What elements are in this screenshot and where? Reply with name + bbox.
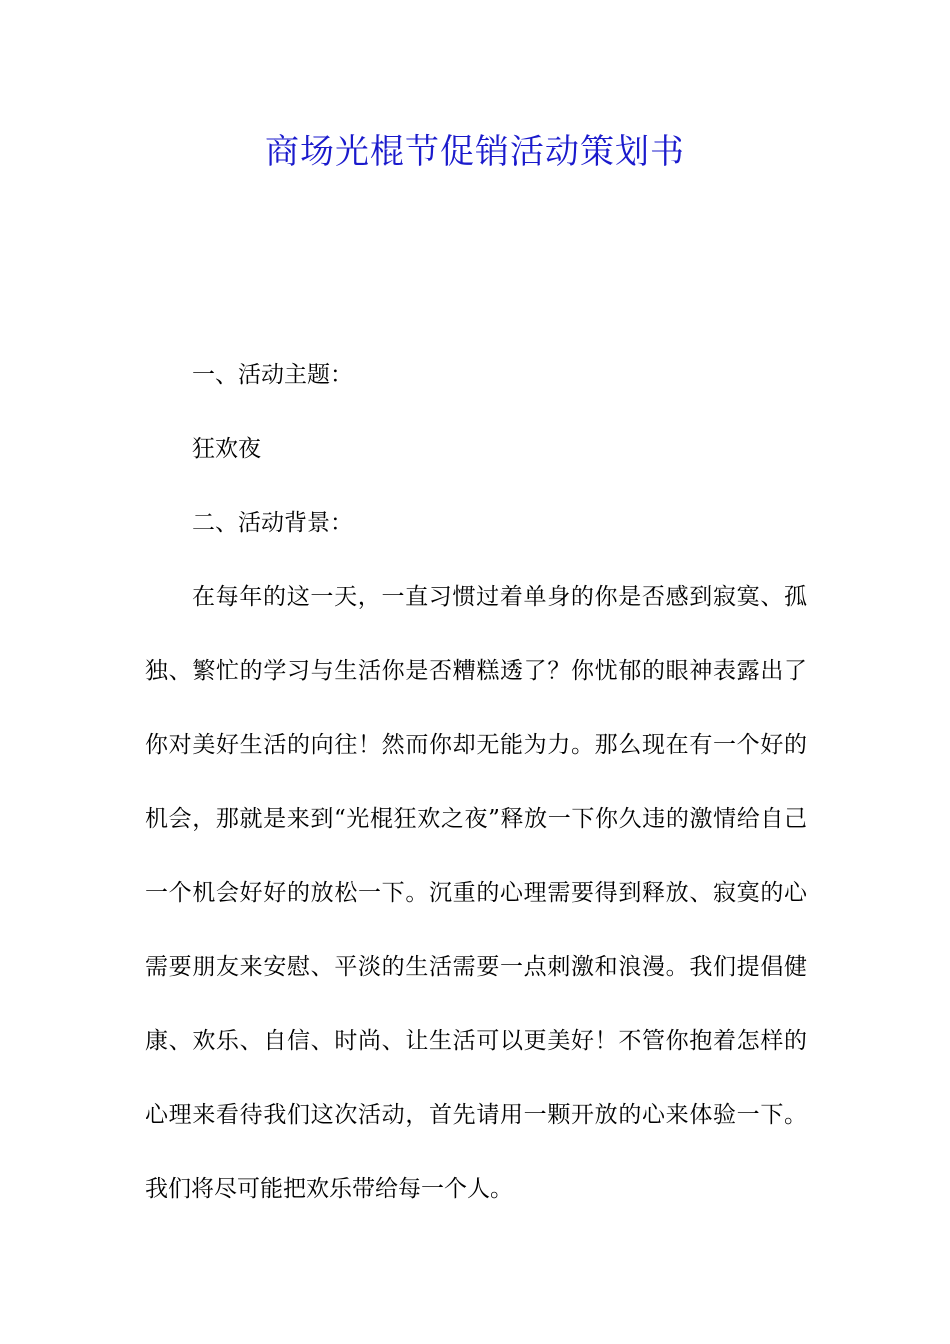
theme-text: 狂欢夜 xyxy=(192,436,261,462)
document-body xyxy=(145,338,807,1226)
document-title: 商场光棍节促销活动策划书 xyxy=(265,132,685,172)
section-heading-theme: 一、活动主题： xyxy=(192,362,353,388)
background-paragraph: 在每年的这一天，一直习惯过着单身的你是否感到寂寞、孤独、繁忙的学习与生活你是否糟糕透了？你忧郁的眼神表露出了你对美好生活的向往！然而你却无能为力。那么现在有一个好的机会，那就是来到“光棍狂欢之夜”释放一下你久违的激情给自己一个机会好好的放松一下。沉重的心理需要得到释放、寂寞的心需要朋友来安慰、平淡的生活需要一点刺激和浪漫。我们提倡健康、欢乐、自信、时尚、让生活可以更美好！不管你抱着怎样的心理来看待我们这次活动，首先请用一颗开放的心来体验一下。我们将尽可能把欢乐带给每一个人。 xyxy=(145,584,807,1202)
section-heading-background: 二、活动背景： xyxy=(192,510,353,536)
